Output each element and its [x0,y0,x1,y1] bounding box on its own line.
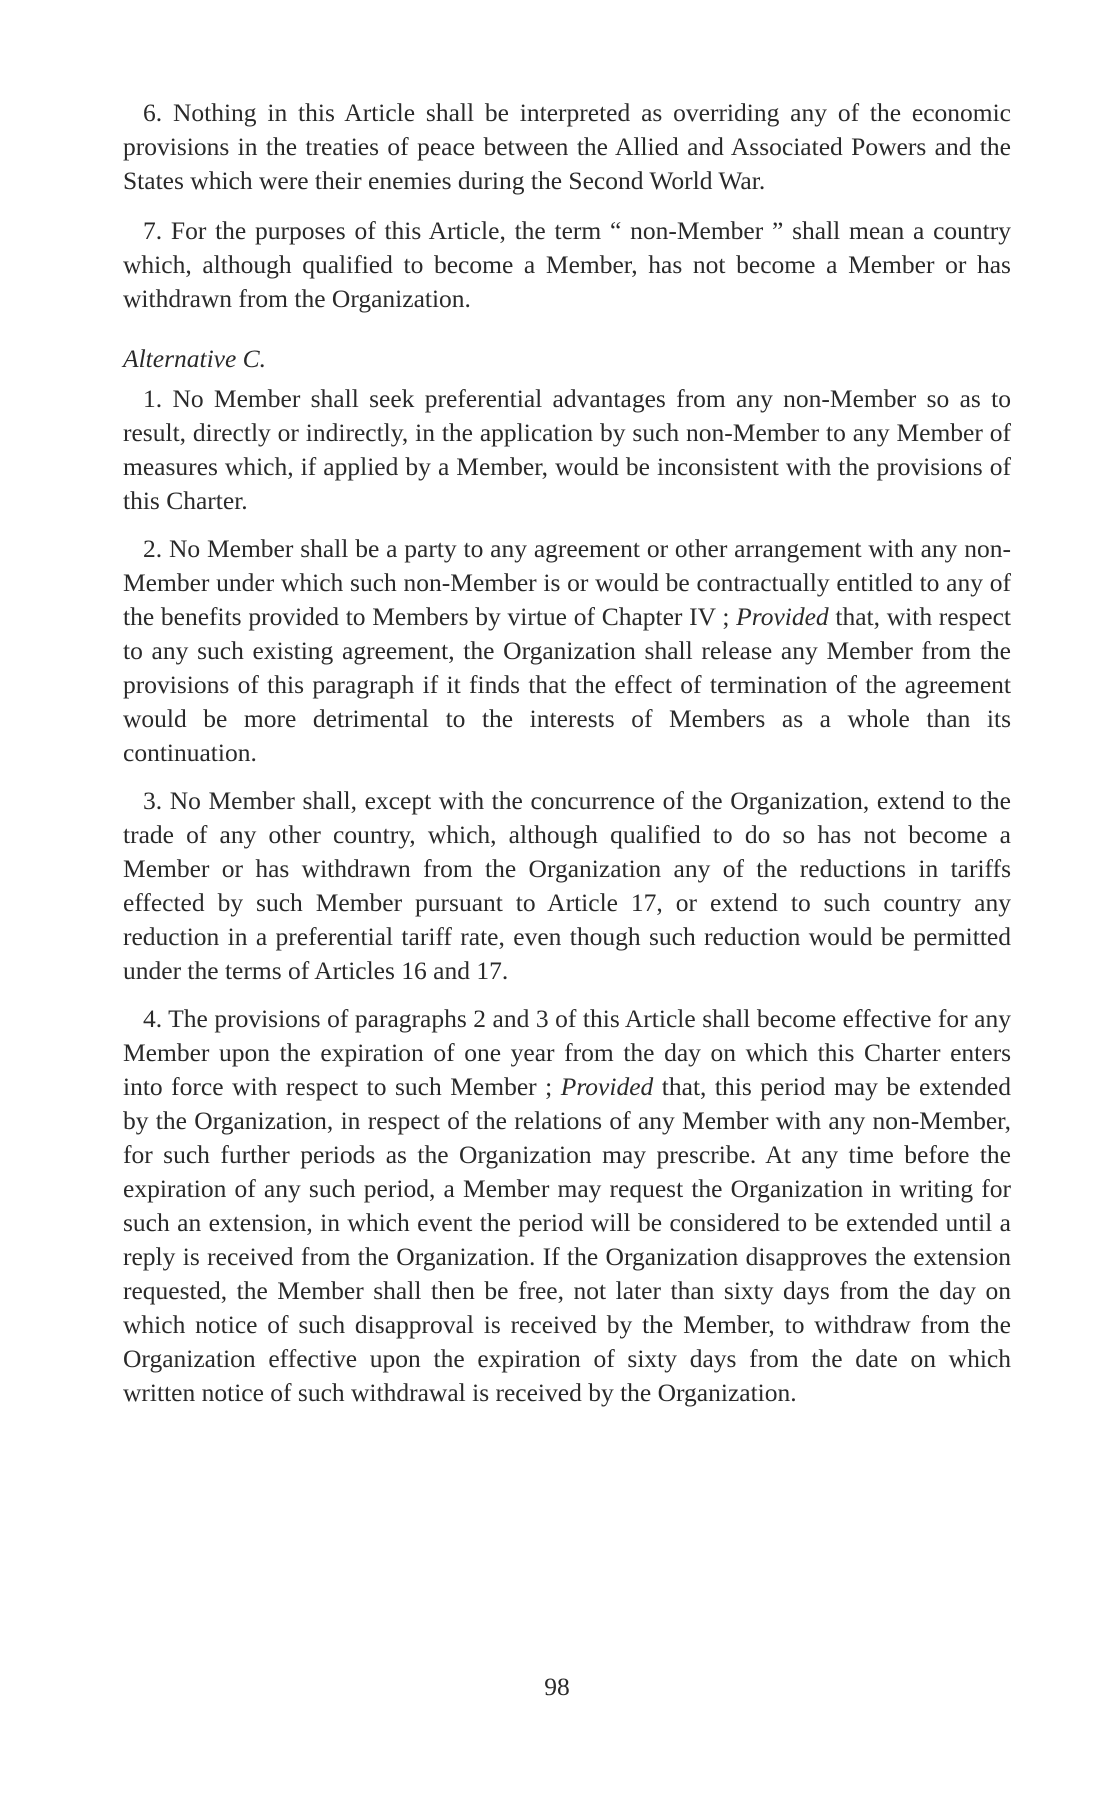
alternative-c-heading: Alternative C. [123,344,267,373]
alt-c-paragraph-4-text-b: that, this period may be extended by the Organization, in respect of the relations of any Member with any non-Member, for such further periods as the Organization may prescribe. At any time before the expiration of any such period, a Member may request the Organization in writing for such an extension, in which event the period will be considered to be extended until a reply is received from the Organization. If the Organization disapproves the extension requested, the Member shall then be free, not later than sixty days from the day on which notice of such disapproval is received by the Member, to withdraw from the Organization effective upon the expiration of sixty days from the date on which written notice of such withdrawal is received by the Organization. [123,1072,1011,1407]
paragraph-6: 6. Nothing in this Article shall be interpreted as overriding any of the economic provisions in the treaties of peace between the Allied and Associated Powers and the States which were their enemies during the Second World War. [123,98,1011,195]
alt-c-paragraph-1: 1. No Member shall seek preferential advantages from any non-Member so as to result, directly or indirectly, in the application by such non-Member to any Member of measures which, if applied by a Member, would be inconsistent with the provisions of this Charter. [123,384,1011,515]
alt-c-paragraph-4-text-a: 4. The provisions of paragraphs 2 and 3 of this Article shall become effective for any Member upon the expiration of one year from the day on which this Charter enters into force with respect to such Member ; [123,1004,1011,1101]
alt-c-paragraph-3: 3. No Member shall, except with the concurrence of the Organization, extend to the trade of any other country, which, although qualified to do so has not become a Member or has withdrawn from the Organization any of the reductions in tariffs effected by such Member pursuant to Article 17, or extend to such country any reduction in a preferential tariff rate, even though such reduction would be permitted under the terms of Articles 16 and 17. [123,786,1011,985]
page-number: 98 [544,1672,570,1701]
paragraph-7: 7. For the purposes of this Article, the term “ non-Member ” shall mean a country which, although qualified to become a Member, has not become a Member or has withdrawn from the Organization. [123,216,1011,313]
provided-italic: Provided [560,1072,654,1101]
alt-c-paragraph-2-text-b: that, with respect to any such existing agreement, the Organization shall release any Member from the provisions of this paragraph if it finds that the effect of termination of the agreement would be more detrimental to the interests of Members as a whole than its continuation. [123,602,1012,767]
alt-c-paragraph-2 [123,532,1011,770]
alt-c-paragraph-2-text-a: 2. No Member shall be a party to any agreement or other arrangement with any non-Member under which such non-Member is or would be contractually entitled to any of the benefits provided to Members by virtue of Chapter IV ; [123,534,1011,631]
alt-c-paragraph-4 [123,1002,1011,1410]
provided-italic: Provided [736,602,829,631]
document-page [123,96,1011,1424]
